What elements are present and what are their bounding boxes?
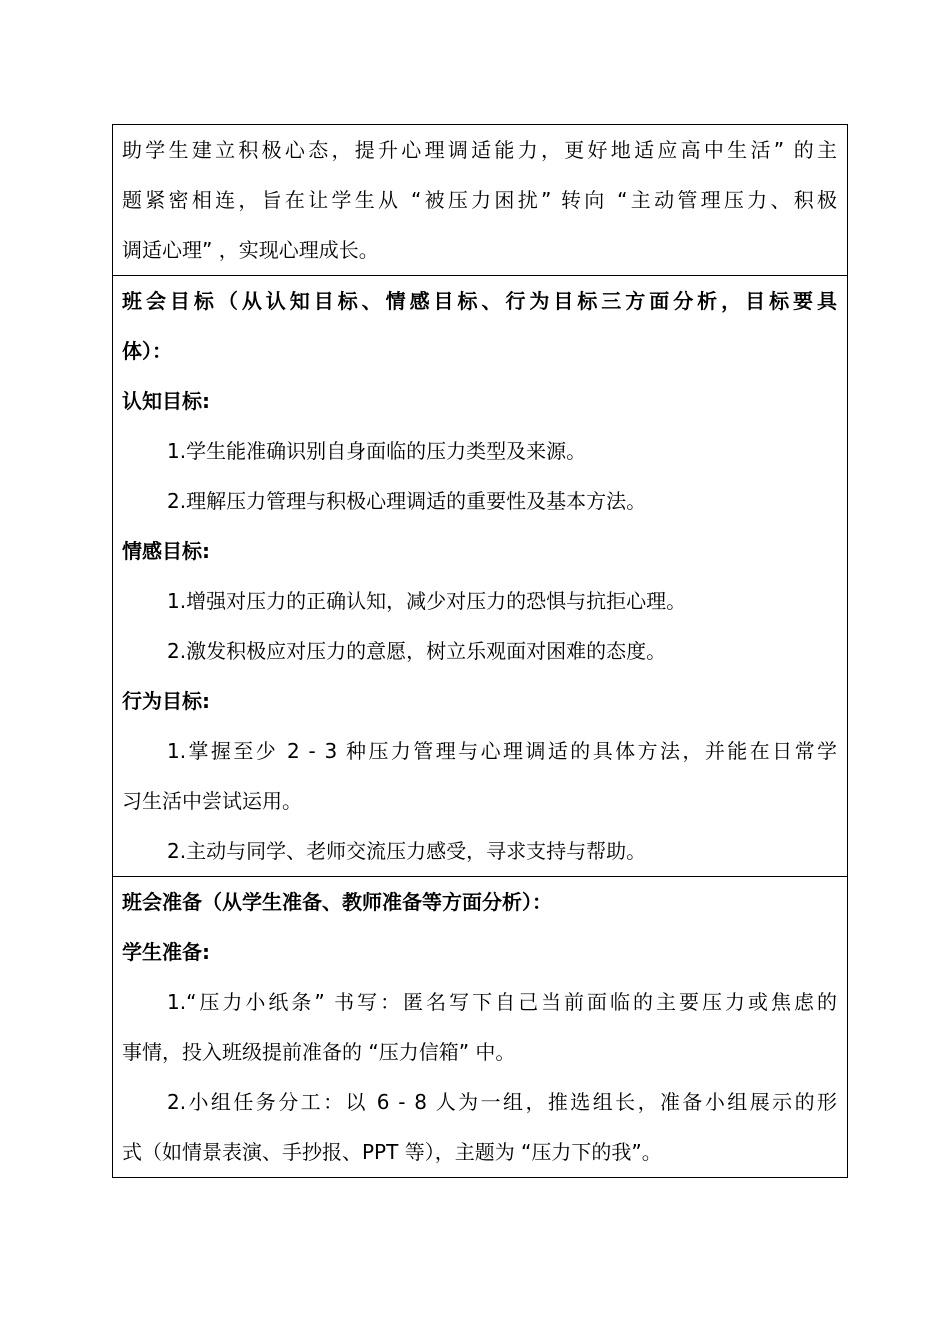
preparation-cell: [113, 876, 847, 1177]
goals-heading: 班会目标（从认知目标、情感目标、行为目标三方面分析，目标要具: [122, 289, 837, 313]
behavioral-goal-item-continued: 习生活中尝试运用。: [122, 789, 302, 813]
text-line: 助学生建立积极心态，提升心理调适能力，更好地适应高中生活” 的主: [122, 138, 837, 162]
student-prep-item: 1.“压力小纸条” 书写：匿名写下自己当前面临的主要压力或焦虑的: [167, 990, 837, 1014]
goals-cell: [113, 275, 847, 876]
text-line: 调适心理” ，实现心理成长。: [122, 238, 379, 262]
preparation-heading: 班会准备（从学生准备、教师准备等方面分析）：: [122, 890, 552, 914]
student-prep-item: 2.小组任务分工：以 6 - 8 人为一组，推选组长，准备小组展示的形: [167, 1090, 837, 1114]
behavioral-goal-item: 1.掌握至少 2 - 3 种压力管理与心理调适的具体方法，并能在日常学: [167, 739, 837, 763]
student-prep-title: 学生准备:: [122, 940, 210, 964]
cognitive-goal-item: 1.学生能准确识别自身面临的压力类型及来源。: [167, 439, 587, 463]
lesson-plan-table: [112, 124, 848, 1178]
emotional-goal-item: 1.增强对压力的正确认知，减少对压力的恐惧与抗拒心理。: [167, 589, 687, 613]
behavioral-goal-item: 2.主动与同学、老师交流压力感受，寻求支持与帮助。: [167, 839, 647, 863]
text-line: 题紧密相连，旨在让学生从 “被压力困扰” 转向 “主动管理压力、积极: [122, 188, 837, 212]
student-prep-item-continued: 事情，投入班级提前准备的 “压力信箱” 中。: [122, 1040, 516, 1064]
emotional-goals-title: 情感目标:: [122, 539, 210, 563]
cognitive-goals-title: 认知目标:: [122, 389, 210, 413]
behavioral-goals-title: 行为目标:: [122, 689, 210, 713]
goals-heading-continued: 体）：: [122, 339, 172, 363]
emotional-goal-item: 2.激发积极应对压力的意愿，树立乐观面对困难的态度。: [167, 639, 667, 663]
cognitive-goal-item: 2.理解压力管理与积极心理调适的重要性及基本方法。: [167, 489, 647, 513]
theme-description-cell: [113, 125, 847, 275]
student-prep-item-continued: 式（如情景表演、手抄报、PPT 等），主题为 “压力下的我”。: [122, 1140, 662, 1164]
